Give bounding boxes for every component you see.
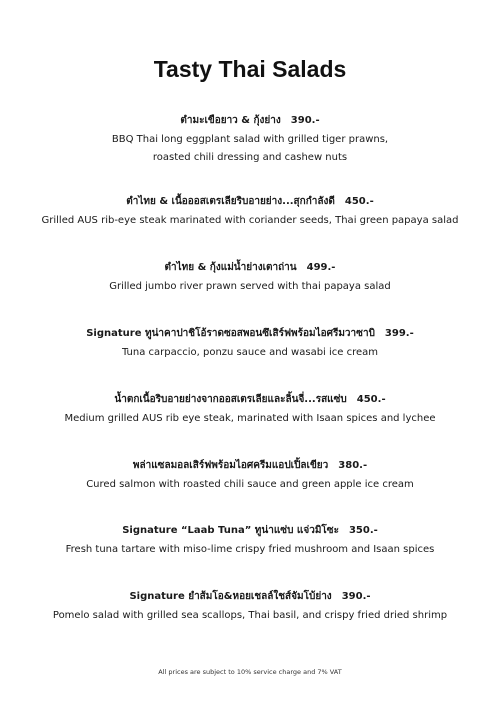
menu-item [0, 392, 500, 428]
item-price: 390.- [290, 115, 320, 126]
item-price: 450.- [344, 196, 374, 207]
item-description: Medium grilled AUS rib eye steak, marinated with Isaan spices and lychee [64, 413, 436, 424]
item-name: พล่าแซลมอลเสิร์ฟพร้อมไอศครีมแอปเปิ้ลเขียว [132, 460, 329, 471]
item-price: 390.- [341, 591, 371, 602]
menu-item [0, 113, 500, 167]
item-description: Tuna carpaccio, ponzu sauce and wasabi ice cream [121, 347, 379, 358]
menu-item [0, 326, 500, 362]
item-name: ตำไทย & เนื้อออสเตรเลียริบอายย่าง...สุกกำลังดี [126, 196, 335, 207]
item-name: น้ำตกเนื้อริบอายย่างจากออสเตรเลียและลิ้นจี่...รสแซ่บ [114, 394, 347, 405]
menu-item [0, 589, 500, 625]
item-name: ตำมะเขือยาว & กุ้งย่าง [180, 115, 281, 126]
page-title: Tasty Thai Salads [153, 56, 347, 82]
item-description: Cured salmon with roasted chili sauce and green apple ice cream [86, 479, 414, 490]
item-price: 399.- [384, 328, 414, 339]
item-description: BBQ Thai long eggplant salad with grilled tiger prawns, roasted chili dressing and cashew nuts [111, 134, 389, 163]
menu-item [0, 458, 500, 494]
item-price: 380.- [338, 460, 368, 471]
item-name-line [0, 458, 500, 473]
item-description: Fresh tuna tartare with miso-lime crispy fried mushroom and Isaan spices [65, 544, 435, 555]
item-name-line [0, 589, 500, 604]
item-price: 450.- [356, 394, 386, 405]
item-description: Pomelo salad with grilled sea scallops, Thai basil, and crispy fried dried shrimp [52, 610, 448, 621]
price-footnote: All prices are subject to 10% service charge and 7% VAT [158, 668, 342, 676]
item-name: Signature “Laab Tuna” ทูน่าแซ่บ แจ่วมิโซะ [122, 525, 339, 536]
menu-item [0, 194, 500, 230]
item-name: Signature ยำส้มโอ&หอยเชลล์ใชส์จัมโบ้ย่าง [129, 591, 332, 602]
item-name-line [0, 523, 500, 538]
item-name-line [0, 194, 500, 209]
item-price: 499.- [306, 262, 336, 273]
item-description: Grilled jumbo river prawn served with thai papaya salad [109, 281, 391, 292]
item-name-line [0, 260, 500, 275]
item-name-line [0, 392, 500, 407]
menu-item [0, 523, 500, 559]
item-price: 350.- [348, 525, 378, 536]
menu-item [0, 260, 500, 296]
item-description: Grilled AUS rib-eye steak marinated with coriander seeds, Thai green papaya salad [41, 215, 459, 226]
item-name: ตำไทย & กุ้งแม่น้ำย่างเตาถ่าน [164, 262, 297, 273]
item-name-line [0, 113, 500, 128]
item-name: Signature ทูน่าคาปาชิโอ้ราดซอสพอนซึเสิร์ฟพร้อมไอศรีมวาซาบิ [86, 328, 375, 339]
item-name-line [0, 326, 500, 341]
